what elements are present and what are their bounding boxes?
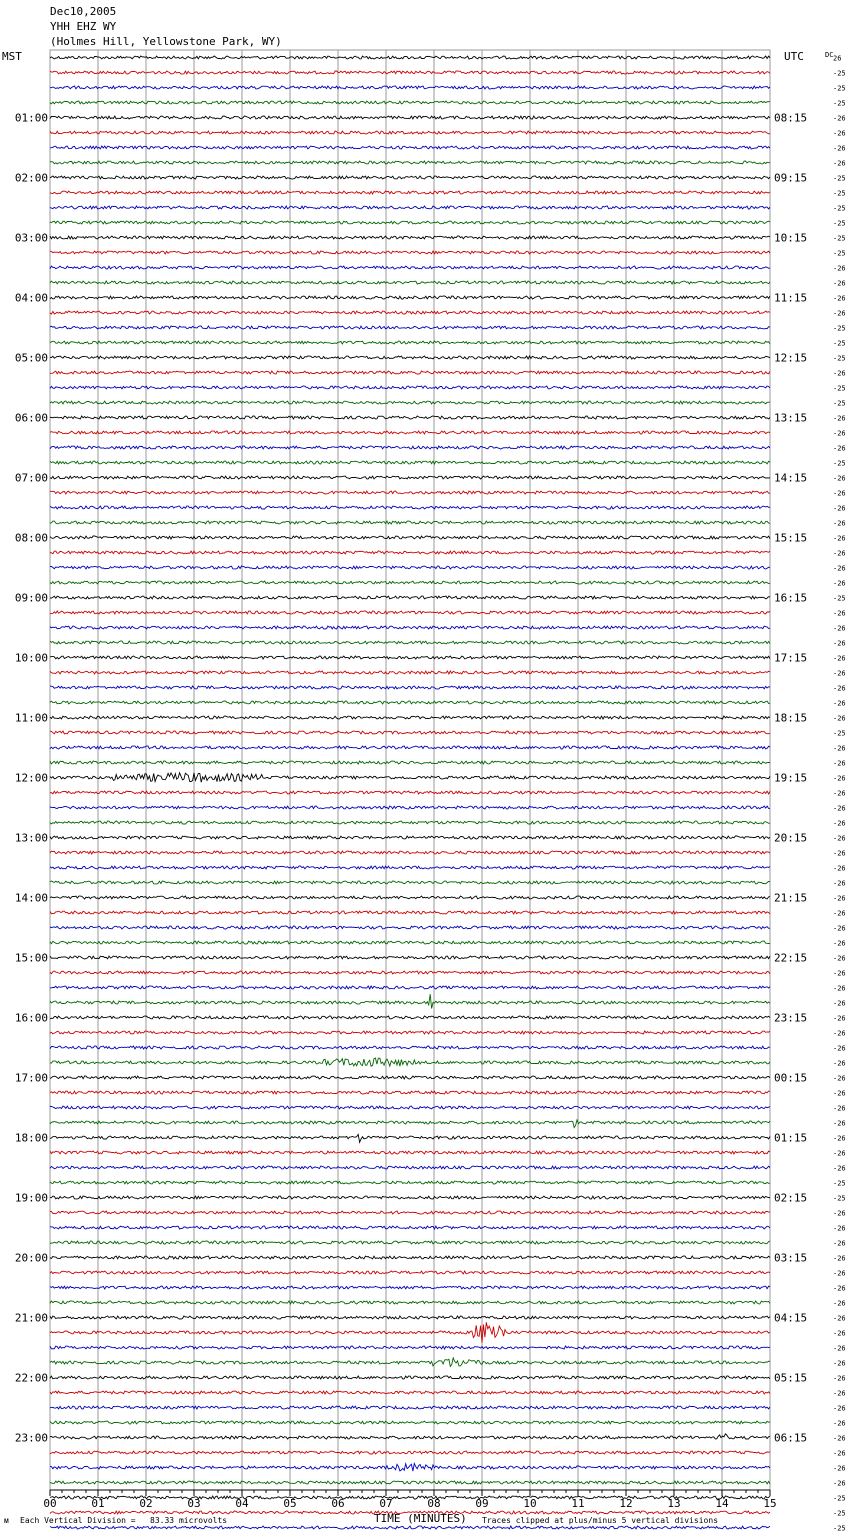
seismic-trace bbox=[50, 1301, 770, 1304]
dc-offset-label: -25 bbox=[833, 84, 846, 93]
seismic-trace bbox=[50, 686, 770, 689]
dc-offset-label: -25 bbox=[833, 339, 846, 348]
mst-hour-label: 21:00 bbox=[14, 1311, 48, 1325]
seismic-trace bbox=[50, 821, 770, 824]
dc-offset-label: -26 bbox=[833, 369, 846, 378]
x-tick-label: 05 bbox=[283, 1497, 297, 1510]
dc-offset-label: -26 bbox=[833, 309, 846, 318]
dc-offset-label: -26 bbox=[833, 1464, 846, 1473]
dc-offset-label: -26 bbox=[833, 144, 846, 153]
seismic-trace bbox=[50, 641, 770, 644]
seismic-trace bbox=[50, 701, 770, 704]
seismic-trace bbox=[50, 236, 770, 239]
dc-offset-label: -25 bbox=[833, 1509, 846, 1518]
utc-hour-label: 15:15 bbox=[774, 531, 808, 545]
dc-offset-label: -26 bbox=[833, 489, 846, 498]
seismic-trace bbox=[50, 431, 770, 434]
seismic-trace bbox=[50, 326, 770, 329]
seismic-trace bbox=[50, 806, 770, 809]
seismic-trace bbox=[50, 296, 770, 299]
x-tick-label: 01 bbox=[91, 1497, 105, 1510]
utc-hour-label: 05:15 bbox=[774, 1371, 808, 1385]
seismic-trace bbox=[50, 1256, 770, 1259]
dc-offset-label: -26 bbox=[833, 1329, 846, 1338]
dc-offset-label: -26 bbox=[833, 1149, 846, 1158]
mst-hour-label: 03:00 bbox=[14, 231, 48, 245]
clip-note: Traces clipped at plus/minus 5 vertical divisions bbox=[482, 1516, 719, 1525]
utc-hour-label: 18:15 bbox=[774, 711, 808, 725]
seismic-trace bbox=[50, 926, 770, 929]
mst-hour-label: 15:00 bbox=[14, 951, 48, 965]
dc-offset-label: -26 bbox=[833, 504, 846, 513]
seismic-trace bbox=[50, 1481, 770, 1484]
x-tick-label: 04 bbox=[235, 1497, 249, 1510]
utc-hour-label: 20:15 bbox=[774, 831, 808, 845]
x-tick-label: 00 bbox=[43, 1497, 57, 1510]
dc-offset-label: -26 bbox=[833, 1239, 846, 1248]
seismic-trace bbox=[50, 1226, 770, 1229]
seismic-trace bbox=[50, 1120, 770, 1128]
dc-offset-label: -26 bbox=[833, 1479, 846, 1488]
seismic-trace bbox=[50, 596, 770, 599]
x-tick-label: 14 bbox=[715, 1497, 729, 1510]
dc-offset-label: -26 bbox=[833, 1059, 846, 1068]
dc-offset-label: -26 bbox=[833, 699, 846, 708]
dc-offset-label: -26 bbox=[833, 924, 846, 933]
seismic-trace bbox=[50, 476, 770, 479]
x-tick-label: 02 bbox=[139, 1497, 153, 1510]
dc-offset-label: -26 bbox=[833, 549, 846, 558]
dc-offset-label: -26 bbox=[833, 954, 846, 963]
mst-hour-label: 09:00 bbox=[14, 591, 48, 605]
mst-hour-label: 11:00 bbox=[14, 711, 48, 725]
seismic-trace bbox=[50, 1031, 770, 1034]
dc-offset-label: -26 bbox=[833, 1404, 846, 1413]
seismic-trace bbox=[50, 1496, 770, 1499]
dc-offset-label: -26 bbox=[833, 669, 846, 678]
seismic-trace bbox=[50, 956, 770, 959]
seismic-trace bbox=[50, 896, 770, 899]
dc-offset-label: -25 bbox=[833, 99, 846, 108]
dc-offset-label: -25 bbox=[833, 1194, 846, 1203]
seismic-trace bbox=[50, 1322, 770, 1343]
dc-offset-label: -25 bbox=[833, 174, 846, 183]
mst-hour-label: 05:00 bbox=[14, 351, 48, 365]
dc-offset-label: -26 bbox=[833, 819, 846, 828]
seismic-trace bbox=[50, 941, 770, 944]
seismic-trace bbox=[50, 1091, 770, 1094]
dc-offset-label: -25 bbox=[833, 219, 846, 228]
seismic-trace bbox=[50, 206, 770, 209]
dc-offset-label: -25 bbox=[833, 324, 846, 333]
seismic-trace bbox=[50, 1196, 770, 1199]
station-location: (Holmes Hill, Yellowstone Park, WY) bbox=[50, 35, 282, 48]
seismic-trace bbox=[50, 521, 770, 524]
left-timezone-label: MST bbox=[2, 50, 22, 63]
seismic-trace bbox=[50, 1181, 770, 1184]
seismic-trace bbox=[50, 986, 770, 989]
dc-offset-label: -26 bbox=[833, 879, 846, 888]
dc-offset-label: -26 bbox=[833, 624, 846, 633]
mst-hour-label: 23:00 bbox=[14, 1431, 48, 1445]
dc-offset-label: -26 bbox=[833, 1359, 846, 1368]
dc-offset-label: -26 bbox=[833, 909, 846, 918]
seismic-trace bbox=[50, 581, 770, 584]
seismic-trace bbox=[50, 656, 770, 659]
seismic-trace bbox=[50, 281, 770, 284]
seismic-trace bbox=[50, 881, 770, 884]
dc-offset-label: -26 bbox=[833, 1104, 846, 1113]
utc-hour-label: 10:15 bbox=[774, 231, 808, 245]
seismic-trace bbox=[50, 911, 770, 914]
utc-hour-label: 14:15 bbox=[774, 471, 808, 485]
dc-offset-label: -25 bbox=[833, 69, 846, 78]
utc-hour-label: 21:15 bbox=[774, 891, 808, 905]
dc-offset-label: -26 bbox=[833, 1224, 846, 1233]
dc-offset-label: -26 bbox=[833, 1284, 846, 1293]
dc-offset-label: -26 bbox=[833, 279, 846, 288]
utc-hour-label: 00:15 bbox=[774, 1071, 808, 1085]
dc-offset-label: -26 bbox=[833, 414, 846, 423]
seismic-trace bbox=[50, 731, 770, 734]
seismic-trace bbox=[50, 146, 770, 149]
seismic-trace bbox=[50, 1526, 770, 1529]
seismic-trace bbox=[50, 176, 770, 179]
seismic-trace bbox=[50, 773, 770, 782]
dc-offset-label: -26 bbox=[833, 1044, 846, 1053]
dc-offset-label: -26 bbox=[833, 474, 846, 483]
mst-hour-label: 12:00 bbox=[14, 771, 48, 785]
dc-offset-label: 26 bbox=[833, 54, 842, 63]
mst-hour-label: 04:00 bbox=[14, 291, 48, 305]
dc-offset-label: -26 bbox=[833, 1449, 846, 1458]
seismic-trace bbox=[50, 994, 770, 1008]
utc-hour-label: 04:15 bbox=[774, 1311, 808, 1325]
dc-offset-label: -25 bbox=[833, 354, 846, 363]
seismic-trace bbox=[50, 851, 770, 854]
dc-offset-label: -26 bbox=[833, 774, 846, 783]
utc-hour-label: 09:15 bbox=[774, 171, 808, 185]
seismic-trace bbox=[50, 1166, 770, 1169]
trace-group bbox=[50, 56, 770, 1534]
seismic-trace bbox=[50, 1464, 770, 1472]
dc-offset-label: -26 bbox=[833, 114, 846, 123]
seismic-trace bbox=[50, 1046, 770, 1049]
dc-offset-label: -25 bbox=[833, 1179, 846, 1188]
dc-offset-label: -26 bbox=[833, 1074, 846, 1083]
mst-hour-label: 02:00 bbox=[14, 171, 48, 185]
dc-offset-label: -26 bbox=[833, 1434, 846, 1443]
dc-offset-label: -25 bbox=[833, 594, 846, 603]
seismic-trace bbox=[50, 1358, 770, 1367]
seismic-trace bbox=[50, 671, 770, 674]
dc-offset-label: -26 bbox=[833, 999, 846, 1008]
utc-hour-label: 17:15 bbox=[774, 651, 808, 665]
dc-offset-label: -26 bbox=[833, 864, 846, 873]
utc-hour-label: 03:15 bbox=[774, 1251, 808, 1265]
mst-hour-label: 17:00 bbox=[14, 1071, 48, 1085]
seismic-trace bbox=[50, 86, 770, 89]
seismic-trace bbox=[50, 311, 770, 314]
seismic-trace bbox=[50, 71, 770, 74]
dc-offset-label: -26 bbox=[833, 519, 846, 528]
seismic-trace bbox=[50, 356, 770, 359]
seismic-trace bbox=[50, 371, 770, 374]
utc-hour-label: 13:15 bbox=[774, 411, 808, 425]
seismic-trace bbox=[50, 1134, 770, 1142]
utc-hour-label: 02:15 bbox=[774, 1191, 808, 1205]
seismic-trace bbox=[50, 1316, 770, 1319]
seismic-trace bbox=[50, 386, 770, 389]
seismic-trace bbox=[50, 221, 770, 224]
dc-offset-label: -25 bbox=[833, 384, 846, 393]
dc-offset-label: -26 bbox=[833, 849, 846, 858]
utc-hour-label: 12:15 bbox=[774, 351, 808, 365]
seismic-trace bbox=[50, 836, 770, 839]
dc-offset-label: -26 bbox=[833, 984, 846, 993]
dc-offset-label: -26 bbox=[833, 804, 846, 813]
seismic-trace bbox=[50, 1346, 770, 1349]
seismic-trace bbox=[50, 1421, 770, 1424]
mst-hour-label: 18:00 bbox=[14, 1131, 48, 1145]
seismic-trace bbox=[50, 1391, 770, 1394]
station-code: YHH EHZ WY bbox=[50, 20, 117, 33]
x-tick-label: 08 bbox=[427, 1497, 441, 1510]
utc-hour-label: 06:15 bbox=[774, 1431, 808, 1445]
seismic-trace bbox=[50, 251, 770, 254]
dc-offset-label: -26 bbox=[833, 1089, 846, 1098]
dc-offset-label: -26 bbox=[833, 1419, 846, 1428]
seismic-trace bbox=[50, 551, 770, 554]
right-timezone-label: UTC bbox=[784, 50, 804, 63]
dc-offset-label: -25 bbox=[833, 234, 846, 243]
mst-hour-label: 14:00 bbox=[14, 891, 48, 905]
x-tick-label: 06 bbox=[331, 1497, 345, 1510]
dc-offset-label: -26 bbox=[833, 1014, 846, 1023]
seismic-trace bbox=[50, 1241, 770, 1244]
seismic-trace bbox=[50, 761, 770, 764]
dc-offset-label: -26 bbox=[833, 159, 846, 168]
dc-offset-label: -26 bbox=[833, 129, 846, 138]
dc-offset-label: -26 bbox=[833, 939, 846, 948]
dc-header-label: DC bbox=[825, 51, 834, 59]
dc-offset-label: -26 bbox=[833, 1029, 846, 1038]
utc-hour-label: 11:15 bbox=[774, 291, 808, 305]
seismic-trace bbox=[50, 1376, 770, 1379]
x-axis-title: TIME (MINUTES) bbox=[374, 1512, 467, 1525]
dc-offset-label: -26 bbox=[833, 1164, 846, 1173]
dc-offset-label: -26 bbox=[833, 1314, 846, 1323]
dc-offset-label: -26 bbox=[833, 1209, 846, 1218]
dc-offset-label: -26 bbox=[833, 744, 846, 753]
mst-hour-label: 10:00 bbox=[14, 651, 48, 665]
mst-hour-label: 22:00 bbox=[14, 1371, 48, 1385]
x-tick-label: 10 bbox=[523, 1497, 537, 1510]
dc-offset-label: -26 bbox=[833, 894, 846, 903]
seismic-trace bbox=[50, 1058, 770, 1066]
seismic-trace bbox=[50, 401, 770, 404]
dc-offset-label: -25 bbox=[833, 1524, 846, 1533]
seismic-trace bbox=[50, 716, 770, 719]
dc-offset-label: -25 bbox=[833, 399, 846, 408]
dc-offset-label: -26 bbox=[833, 1389, 846, 1398]
seismic-trace bbox=[50, 1106, 770, 1109]
seismic-trace bbox=[50, 1016, 770, 1019]
seismic-trace bbox=[50, 536, 770, 539]
seismic-trace bbox=[50, 341, 770, 344]
seismic-trace bbox=[50, 1211, 770, 1214]
dc-offset-label: -26 bbox=[833, 579, 846, 588]
seismic-trace bbox=[50, 866, 770, 869]
seismic-trace bbox=[50, 446, 770, 449]
seismic-trace bbox=[50, 1271, 770, 1274]
seismic-trace bbox=[50, 626, 770, 629]
dc-offset-label: -26 bbox=[833, 969, 846, 978]
seismic-trace bbox=[50, 1151, 770, 1154]
dc-offset-label: -25 bbox=[833, 204, 846, 213]
seismic-trace bbox=[50, 416, 770, 419]
dc-offset-label: -26 bbox=[833, 564, 846, 573]
dc-offset-label: -25 bbox=[833, 189, 846, 198]
dc-offset-label: -26 bbox=[833, 1134, 846, 1143]
dc-offset-label: -26 bbox=[833, 444, 846, 453]
seismic-trace bbox=[50, 101, 770, 104]
seismic-trace bbox=[50, 191, 770, 194]
dc-offset-label: -26 bbox=[833, 609, 846, 618]
dc-offset-label: -26 bbox=[833, 1269, 846, 1278]
mst-hour-label: 06:00 bbox=[14, 411, 48, 425]
utc-hour-label: 19:15 bbox=[774, 771, 808, 785]
dc-offset-label: -26 bbox=[833, 1119, 846, 1128]
dc-offset-label: -25 bbox=[833, 249, 846, 258]
dc-offset-label: -26 bbox=[833, 1344, 846, 1353]
dc-offset-label: -25 bbox=[833, 729, 846, 738]
utc-hour-label: 22:15 bbox=[774, 951, 808, 965]
seismic-trace bbox=[50, 1451, 770, 1454]
seismic-trace bbox=[50, 746, 770, 749]
dc-offset-label: -26 bbox=[833, 534, 846, 543]
mst-hour-label: 13:00 bbox=[14, 831, 48, 845]
seismic-trace bbox=[50, 491, 770, 494]
mst-hour-label: 16:00 bbox=[14, 1011, 48, 1025]
dc-offset-label: -26 bbox=[833, 654, 846, 663]
dc-offset-label: -26 bbox=[833, 1374, 846, 1383]
corner-mark: ᴍ bbox=[4, 1516, 9, 1525]
seismic-trace bbox=[50, 566, 770, 569]
dc-offset-label: -25 bbox=[833, 459, 846, 468]
x-tick-label: 15 bbox=[763, 1497, 777, 1510]
dc-offset-label: -26 bbox=[833, 1254, 846, 1263]
seismic-trace bbox=[50, 266, 770, 269]
utc-hour-label: 01:15 bbox=[774, 1131, 808, 1145]
mst-hour-label: 08:00 bbox=[14, 531, 48, 545]
seismic-trace bbox=[50, 791, 770, 794]
seismic-trace bbox=[50, 506, 770, 509]
dc-offset-label: -26 bbox=[833, 834, 846, 843]
x-tick-label: 09 bbox=[475, 1497, 489, 1510]
x-axis bbox=[43, 1490, 776, 1510]
seismic-trace bbox=[50, 56, 770, 59]
dc-offset-label: -26 bbox=[833, 789, 846, 798]
mst-hour-label: 07:00 bbox=[14, 471, 48, 485]
x-tick-label: 12 bbox=[619, 1497, 633, 1510]
dc-offset-label: -26 bbox=[833, 1299, 846, 1308]
mst-hour-label: 19:00 bbox=[14, 1191, 48, 1205]
seismic-trace bbox=[50, 611, 770, 614]
utc-hour-label: 23:15 bbox=[774, 1011, 808, 1025]
seismic-trace bbox=[50, 971, 770, 974]
mst-hour-label: 20:00 bbox=[14, 1251, 48, 1265]
seismic-trace bbox=[50, 1076, 770, 1079]
mst-hour-label: 01:00 bbox=[14, 111, 48, 125]
dc-offset-label: -26 bbox=[833, 294, 846, 303]
scale-note: Each Vertical Division = 83.33 microvolts bbox=[20, 1516, 228, 1525]
dc-offset-label: -26 bbox=[833, 684, 846, 693]
dc-offset-label: -26 bbox=[833, 639, 846, 648]
utc-hour-label: 16:15 bbox=[774, 591, 808, 605]
x-tick-label: 03 bbox=[187, 1497, 201, 1510]
seismic-trace bbox=[50, 131, 770, 134]
seismic-trace bbox=[50, 1434, 770, 1439]
dc-offset-label: -26 bbox=[833, 429, 846, 438]
utc-hour-label: 08:15 bbox=[774, 111, 808, 125]
seismic-trace bbox=[50, 116, 770, 119]
x-tick-label: 07 bbox=[379, 1497, 393, 1510]
seismic-trace bbox=[50, 161, 770, 164]
seismic-trace bbox=[50, 461, 770, 464]
x-tick-label: 11 bbox=[571, 1497, 585, 1510]
dc-offset-label: -26 bbox=[833, 759, 846, 768]
dc-offset-label: -26 bbox=[833, 264, 846, 273]
plot-date: Dec10,2005 bbox=[50, 5, 117, 18]
seismic-trace bbox=[50, 1406, 770, 1409]
dc-offset-label: -26 bbox=[833, 714, 846, 723]
dc-offset-label: -25 bbox=[833, 1494, 846, 1503]
seismic-trace bbox=[50, 1286, 770, 1289]
x-tick-label: 13 bbox=[667, 1497, 681, 1510]
